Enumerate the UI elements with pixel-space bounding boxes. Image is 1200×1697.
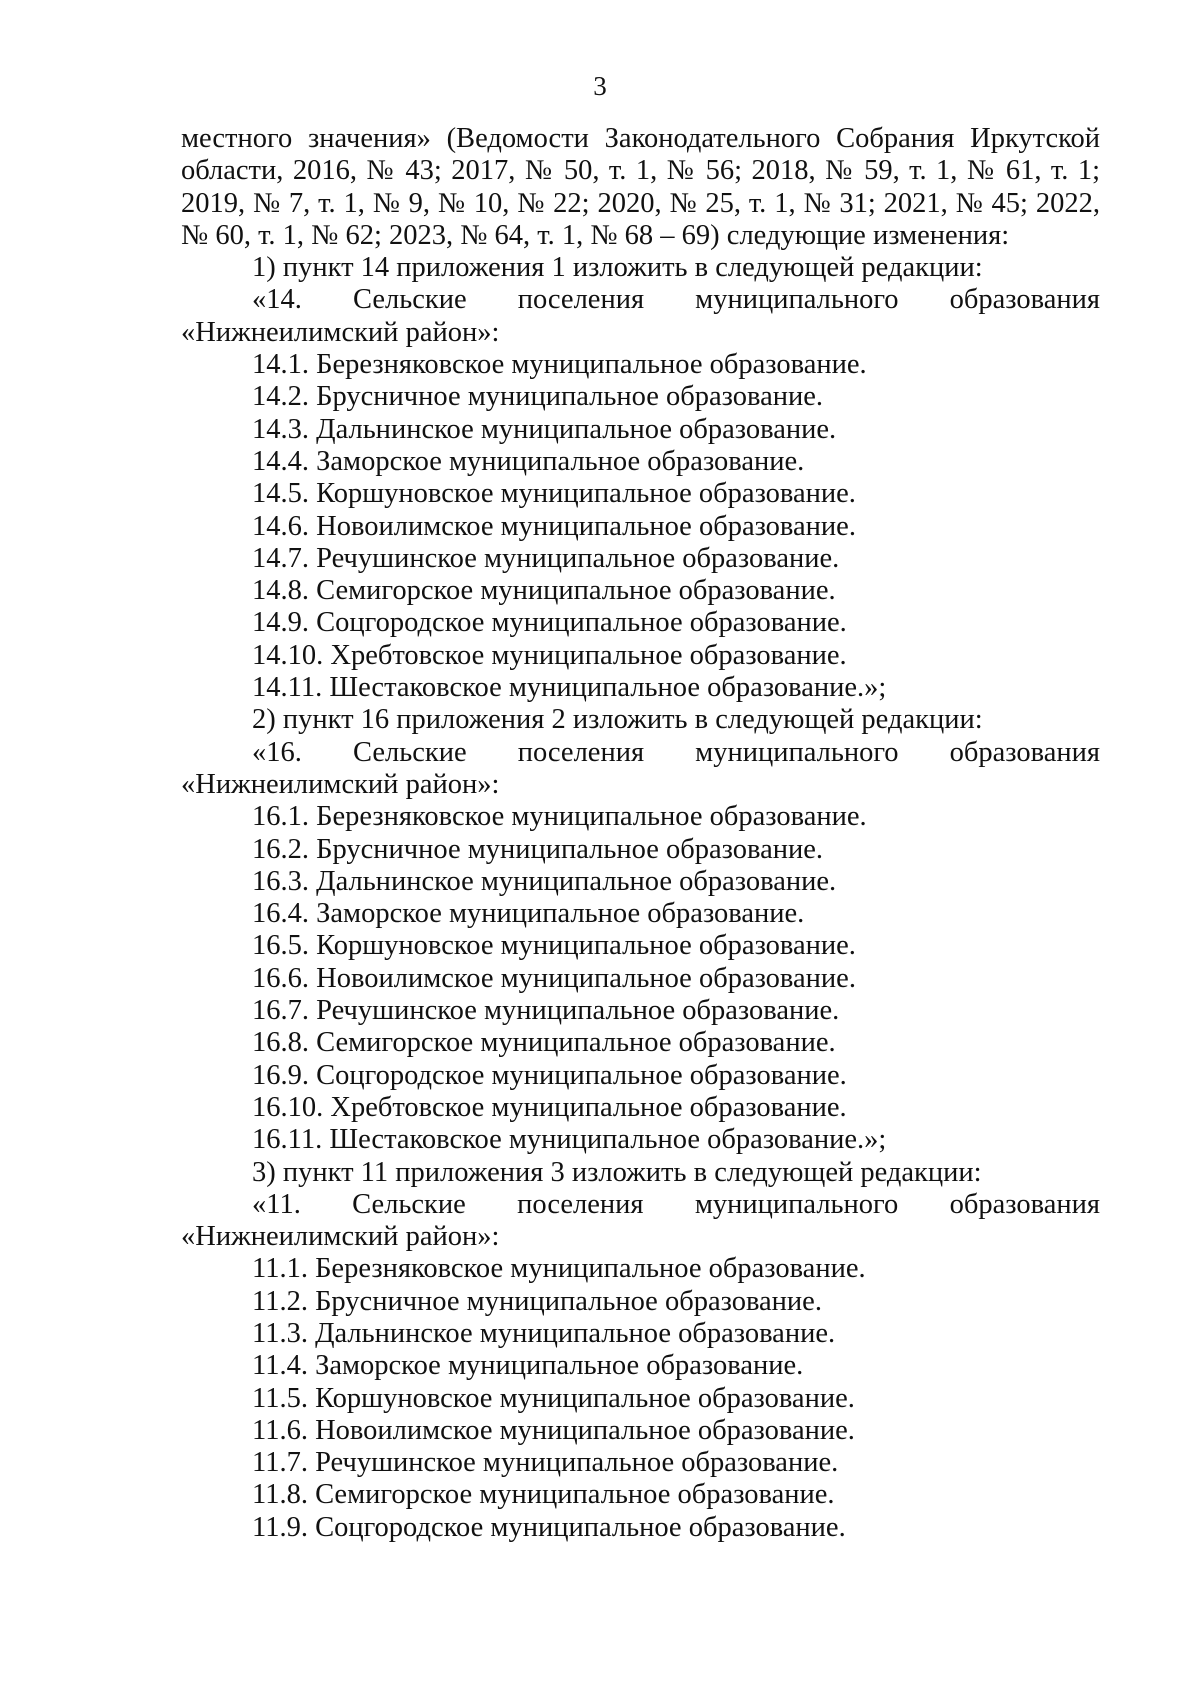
list-item: 14.8. Семигорское муниципальное образование. (252, 575, 836, 607)
list-item: 16.4. Заморское муниципальное образование. (252, 898, 805, 930)
section-3-list (181, 1253, 1100, 1544)
list-item: 11.5. Коршуновское муниципальное образование. (252, 1382, 855, 1414)
list-item: 14.10. Хребтовское муниципальное образование. (252, 639, 847, 671)
document-body (181, 123, 1100, 1544)
section-1-list (181, 349, 1100, 704)
section-1-instruction: 1) пункт 14 приложения 1 изложить в следующей редакции: (252, 252, 983, 284)
list-item: 16.3. Дальнинское муниципальное образование. (252, 865, 837, 897)
list-item: 14.4. Заморское муниципальное образование. (252, 445, 805, 477)
list-item: 16.5. Коршуновское муниципальное образование. (252, 930, 856, 962)
list-item: 16.9. Соцгородское муниципальное образование. (252, 1059, 847, 1091)
list-item: 16.1. Березняковское муниципальное образование. (252, 801, 867, 833)
list-item: 14.9. Соцгородское муниципальное образование. (252, 607, 847, 639)
list-item: 11.2. Брусничное муниципальное образование. (252, 1285, 822, 1317)
list-item: 11.1. Березняковское муниципальное образование. (252, 1253, 866, 1285)
list-item: 14.3. Дальнинское муниципальное образование. (252, 413, 837, 445)
section-3-heading: «11. Сельские поселения муниципального образования «Нижнеилимский район»: (181, 1188, 1100, 1253)
list-item: 14.6. Новоилимское муниципальное образование. (252, 510, 856, 542)
list-item: 11.6. Новоилимское муниципальное образование. (252, 1414, 855, 1446)
list-item: 11.8. Семигорское муниципальное образование. (252, 1479, 835, 1511)
list-item: 14.2. Брусничное муниципальное образование. (252, 381, 824, 413)
section-1-heading: «14. Сельские поселения муниципального образования «Нижнеилимский район»: (181, 284, 1100, 348)
section-2-list (181, 801, 1100, 1156)
list-item: 14.11. Шестаковское муниципальное образование.»; (252, 672, 887, 704)
list-item: 16.7. Речушинское муниципальное образование. (252, 995, 840, 1027)
list-item: 16.8. Семигорское муниципальное образование. (252, 1027, 836, 1059)
list-item: 16.6. Новоилимское муниципальное образование. (252, 962, 856, 994)
section-2-heading: «16. Сельские поселения муниципального образования «Нижнеилимский район»: (181, 736, 1100, 800)
list-item: 14.5. Коршуновское муниципальное образование. (252, 478, 856, 510)
list-item: 16.10. Хребтовское муниципальное образование. (252, 1091, 847, 1123)
list-item: 16.2. Брусничное муниципальное образование. (252, 833, 824, 865)
list-item: 14.7. Речушинское муниципальное образование. (252, 542, 840, 574)
list-item: 14.1. Березняковское муниципальное образование. (252, 349, 867, 381)
list-item: 16.11. Шестаковское муниципальное образование.»; (252, 1124, 887, 1156)
list-item: 11.9. Соцгородское муниципальное образование. (252, 1511, 846, 1543)
list-item: 11.3. Дальнинское муниципальное образование. (252, 1317, 836, 1349)
list-item: 11.4. Заморское муниципальное образование. (252, 1350, 804, 1382)
section-2-instruction: 2) пункт 16 приложения 2 изложить в следующей редакции: (252, 704, 983, 736)
page-number: 3 (593, 71, 607, 101)
intro-paragraph: местного значения» (Ведомости Законодательного Собрания Иркутской области, 2016, № 43; 2017, № 50, т. 1, № 56; 2018, № 59, т. 1, № 61, т. 1; 2019, № 7, т. 1, № 9, № 10, № 22; 2020, № 25, т. 1, № 31; 2021, № 45; 2022, № 60, т. 1, № 62; 2023, № 64, т. 1, № 68 – 69) следующие изменения: (181, 123, 1100, 251)
section-3-instruction: 3) пункт 11 приложения 3 изложить в следующей редакции: (252, 1156, 982, 1188)
list-item: 11.7. Речушинское муниципальное образование. (252, 1447, 839, 1479)
